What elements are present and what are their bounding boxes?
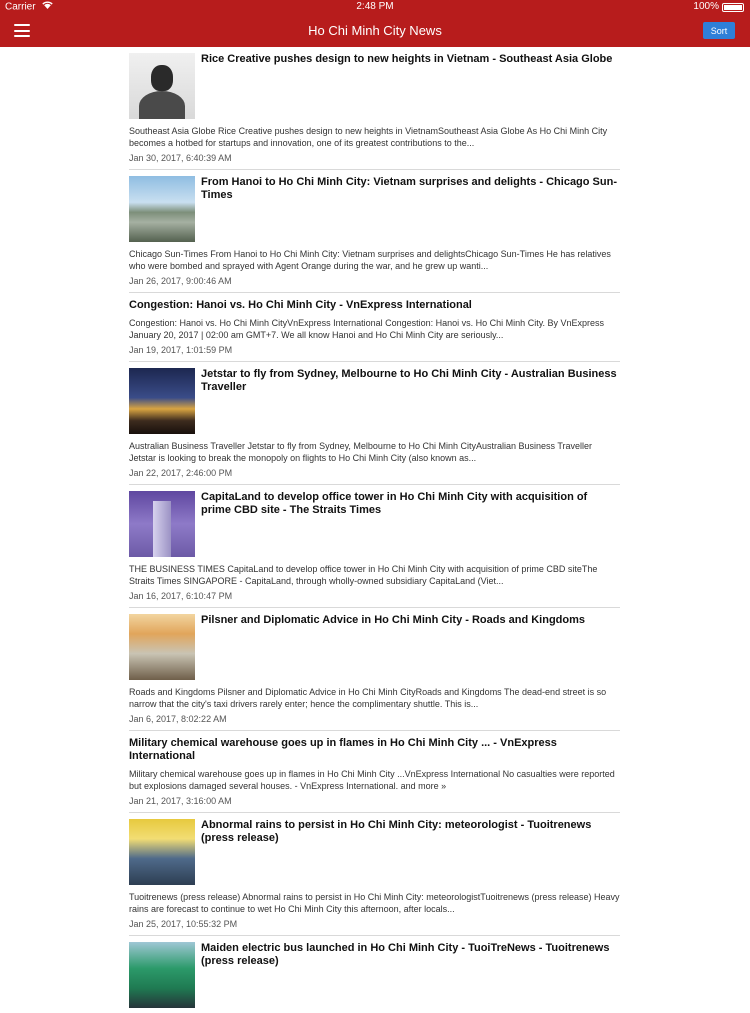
news-summary: Australian Business Traveller Jetstar to fly from Sydney, Melbourne to Ho Chi Minh CityAustralian Business Traveller Jetstar is looking to break the monopoly on flights to Ho Chi Minh City (also known as... (129, 441, 593, 463)
page-title: Ho Chi Minh City News (308, 23, 442, 38)
news-title[interactable]: Jetstar to fly from Sydney, Melbourne to Ho Chi Minh City - Australian Business Traveller (201, 368, 617, 393)
news-date: Jan 26, 2017, 9:00:46 AM (129, 276, 232, 286)
battery-percent: 100% (693, 1, 719, 12)
news-date: Jan 19, 2017, 1:01:59 PM (129, 345, 233, 355)
news-title[interactable]: Congestion: Hanoi vs. Ho Chi Minh City - VnExpress International (129, 299, 472, 311)
news-summary: THE BUSINESS TIMES CapitaLand to develop office tower in Ho Chi Minh City with acquisition of prime CBD siteThe Straits Times SINGAPORE - CapitaLand, through wholly-owned subsidiary CapitaLand (Viet... (129, 564, 598, 586)
news-summary: Congestion: Hanoi vs. Ho Chi Minh CityVnExpress International Congestion: Hanoi vs. Ho Chi Minh City. By VnExpress January 20, 2017 | 02:00 am GMT+7. We all know Hanoi and Ho Chi Minh City are seriously... (129, 318, 605, 340)
news-title[interactable]: Maiden electric bus launched in Ho Chi Minh City - TuoiTreNews - Tuoitrenews (press release) (201, 942, 610, 967)
news-item[interactable] (129, 293, 620, 362)
news-summary: Tuoitrenews (press release) Abnormal rains to persist in Ho Chi Minh City: meteorologistTuoitrenews (press release) Heavy rains are forecast to continue to wet Ho Chi Minh City this afternoon, after locals... (129, 892, 620, 914)
news-summary: Chicago Sun-Times From Hanoi to Ho Chi Minh City: Vietnam surprises and delightsChicago Sun-Times He has relatives who were bombed and sprayed with Agent Orange during the war, and he grew up wanti... (129, 249, 611, 271)
news-item[interactable] (129, 608, 620, 731)
news-date: Jan 22, 2017, 2:46:00 PM (129, 468, 233, 478)
news-thumbnail (129, 368, 195, 434)
news-date: Jan 30, 2017, 6:40:39 AM (129, 153, 232, 163)
news-item[interactable] (129, 170, 620, 293)
news-title[interactable]: Rice Creative pushes design to new heights in Vietnam - Southeast Asia Globe (201, 53, 613, 65)
status-battery-group (693, 0, 744, 14)
news-summary: Roads and Kingdoms Pilsner and Diplomatic Advice in Ho Chi Minh CityRoads and Kingdoms The dead-end street is so narrow that the city's taxi drivers rarely enter; hence the complimentary shuttle. This is... (129, 687, 607, 709)
battery-fill (724, 5, 742, 10)
news-title[interactable]: Abnormal rains to persist in Ho Chi Minh City: meteorologist - Tuoitrenews (press release) (201, 819, 592, 844)
status-time: 2:48 PM (356, 1, 394, 12)
news-date: Jan 21, 2017, 3:16:00 AM (129, 796, 232, 806)
news-item[interactable] (129, 362, 620, 485)
news-date: Jan 16, 2017, 6:10:47 PM (129, 591, 233, 601)
news-title[interactable]: Military chemical warehouse goes up in flames in Ho Chi Minh City ... - VnExpress International (129, 737, 557, 762)
news-item[interactable] (129, 813, 620, 936)
news-title[interactable]: Pilsner and Diplomatic Advice in Ho Chi Minh City - Roads and Kingdoms (201, 614, 586, 626)
news-thumbnail (129, 942, 195, 1008)
news-date: Jan 25, 2017, 10:55:32 PM (129, 919, 238, 929)
news-item[interactable] (129, 485, 620, 608)
news-thumbnail (129, 491, 195, 557)
news-summary: Military chemical warehouse goes up in flames in Ho Chi Minh City ...VnExpress International No casualties were reported but explosions damaged several houses. - VnExpress International. and more » (129, 769, 615, 791)
news-item[interactable] (129, 936, 620, 1013)
sort-button[interactable]: Sort (703, 22, 735, 39)
news-item[interactable] (129, 731, 620, 813)
news-list (129, 47, 620, 1013)
news-summary: Southeast Asia Globe Rice Creative pushes design to new heights in VietnamSoutheast Asia Globe As Ho Chi Minh City becomes a hotbed for startups and innovation, one of its greatest contributions to the... (129, 126, 608, 148)
news-item[interactable] (129, 47, 620, 170)
carrier-label: Carrier (5, 1, 36, 13)
news-date: Jan 6, 2017, 8:02:22 AM (129, 714, 227, 724)
news-title[interactable]: From Hanoi to Ho Chi Minh City: Vietnam surprises and delights - Chicago Sun-Times (201, 176, 617, 201)
news-thumbnail (129, 176, 195, 242)
navigation-bar (0, 14, 750, 47)
news-thumbnail (129, 819, 195, 885)
news-thumbnail (129, 53, 195, 119)
battery-icon (722, 3, 744, 12)
status-bar (0, 0, 750, 14)
news-thumbnail (129, 614, 195, 680)
news-title[interactable]: CapitaLand to develop office tower in Ho Chi Minh City with acquisition of prime CBD site - The Straits Times (201, 491, 588, 516)
